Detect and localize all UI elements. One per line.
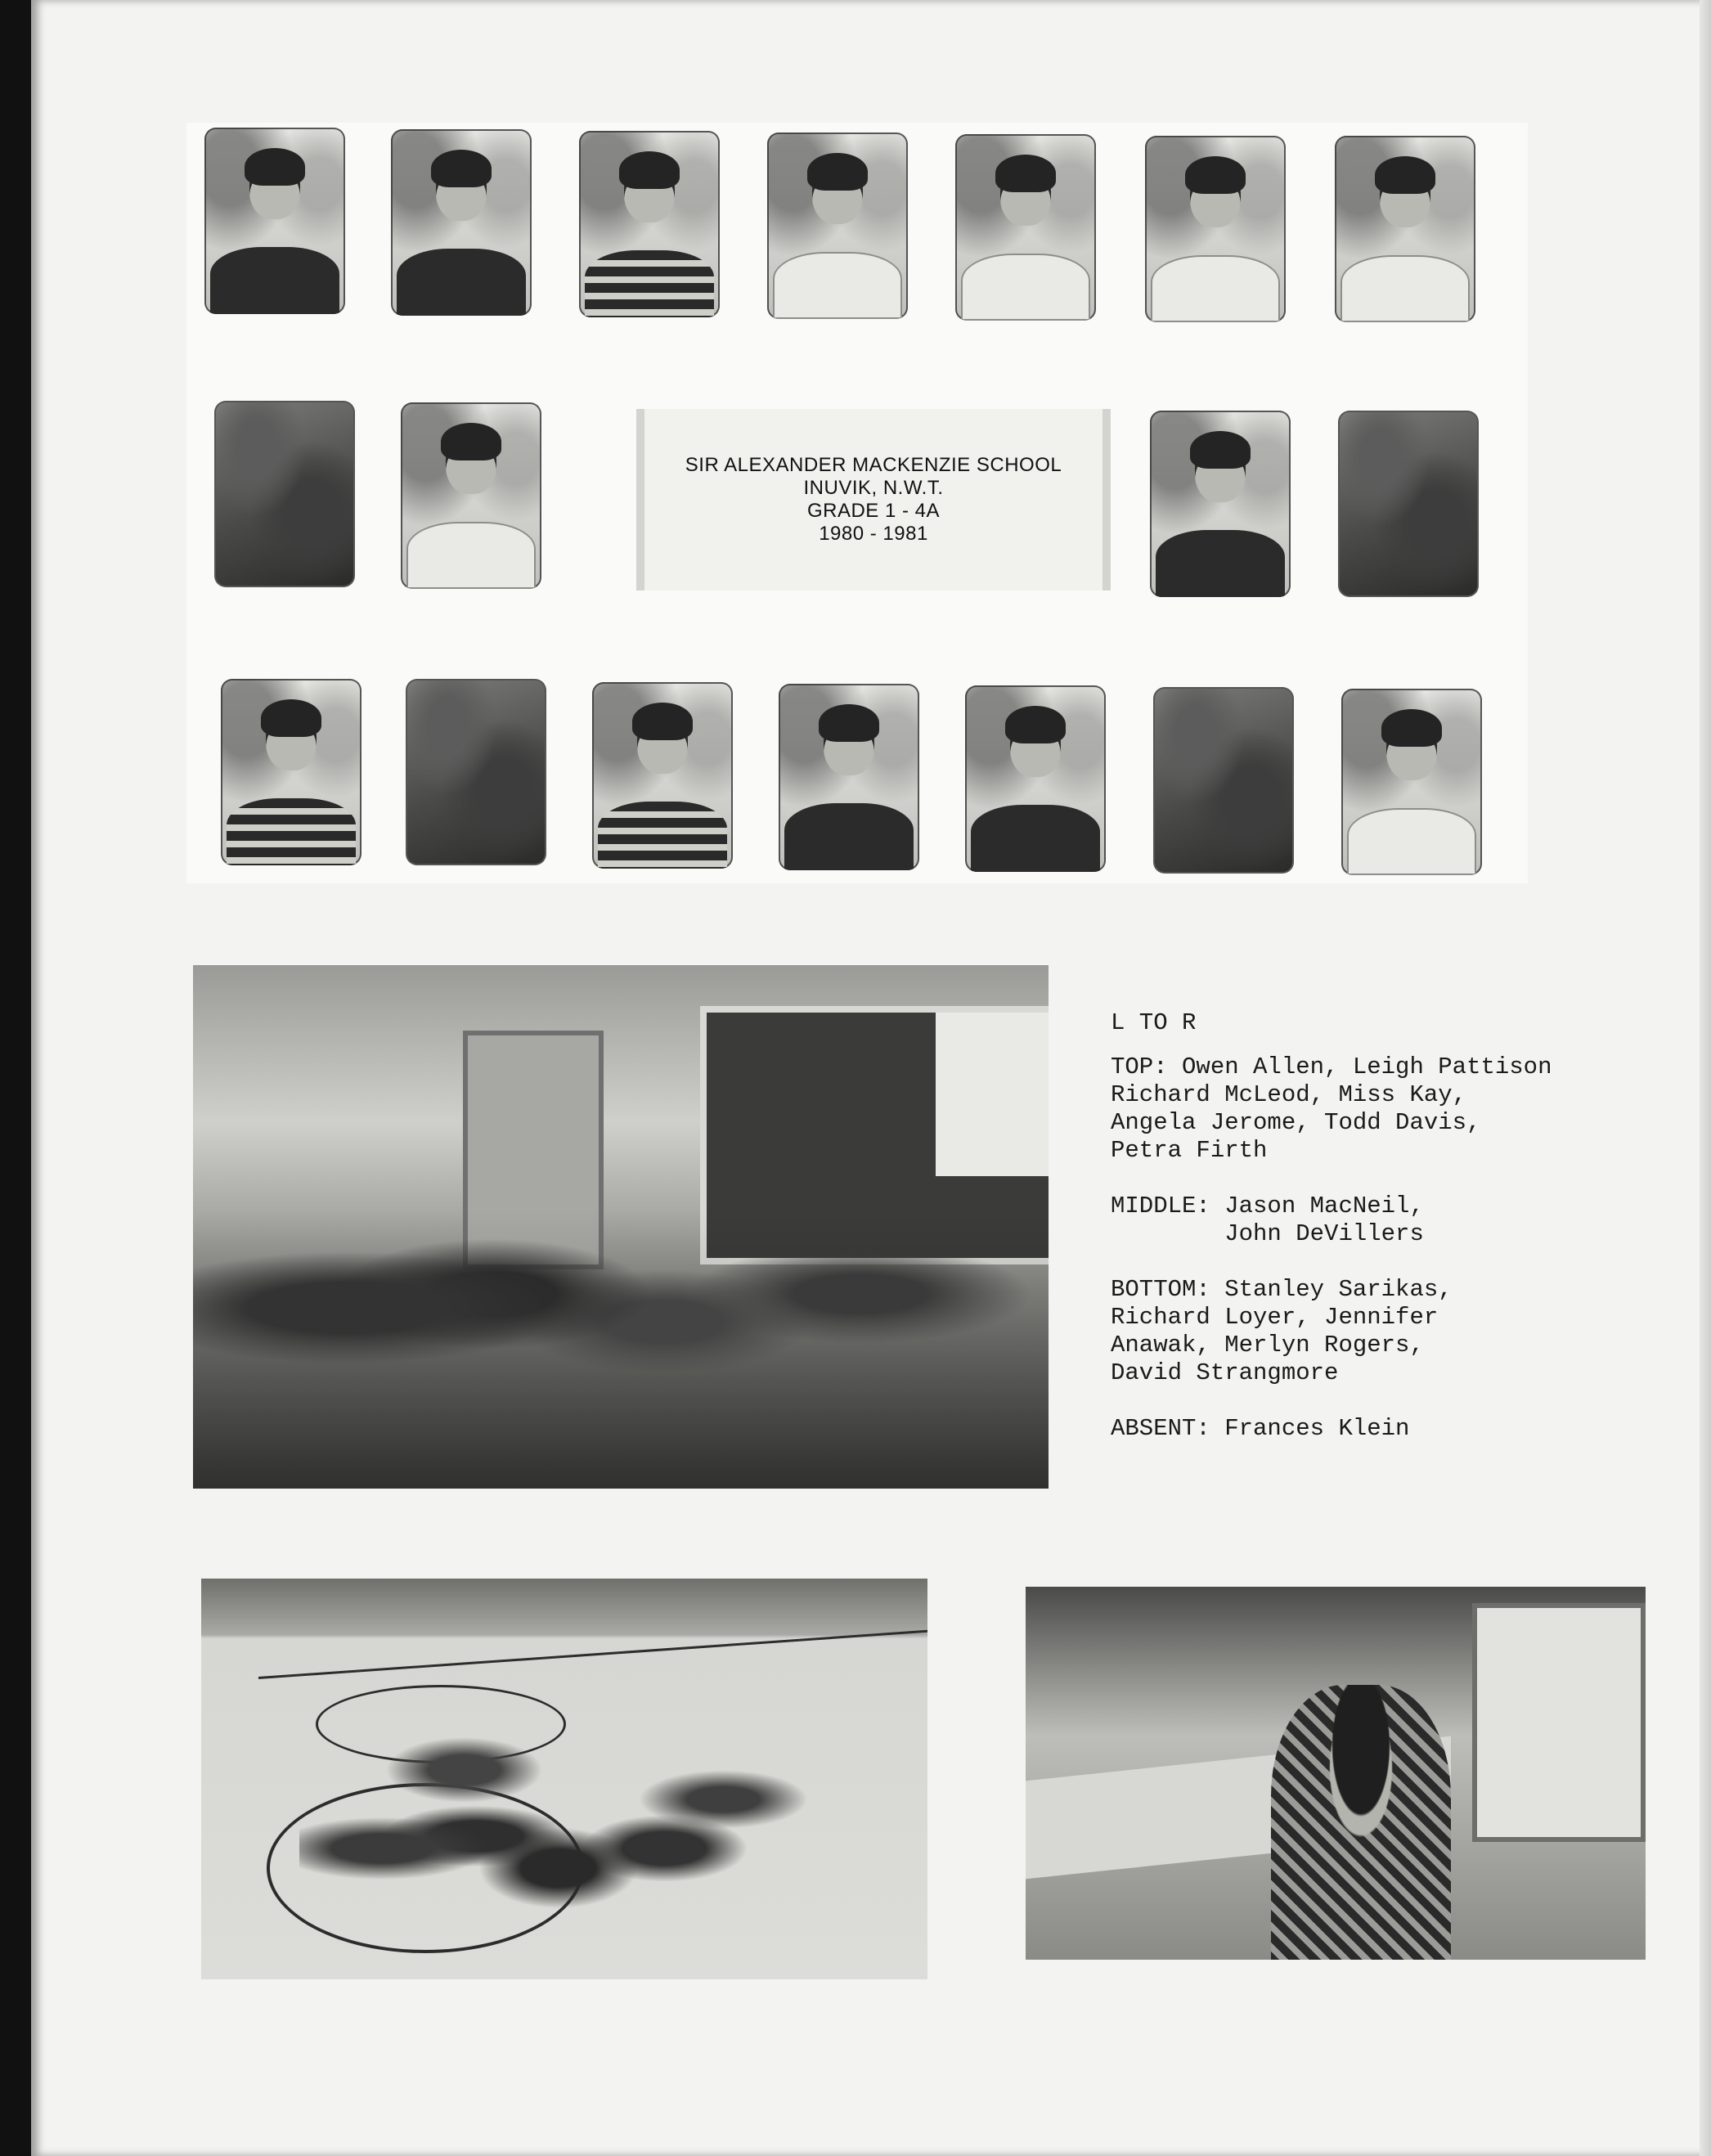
- students-group: [193, 1211, 1049, 1489]
- desk-photo: [1026, 1587, 1646, 1960]
- portrait-top-1: [204, 128, 345, 314]
- portrait-middle-2: [1150, 411, 1291, 597]
- yearbook-page: [31, 0, 1711, 2156]
- names-caption: [1111, 1009, 1683, 1471]
- portrait-top-3: [579, 131, 720, 317]
- plaque-grade: GRADE 1 - 4A: [806, 500, 941, 522]
- caption-absent: ABSENT: Frances Klein: [1111, 1415, 1410, 1442]
- portrait-bottom-vacant-2: [1153, 687, 1294, 874]
- portrait-middle-1: [401, 402, 541, 589]
- portrait-bottom-3: [779, 684, 919, 870]
- portrait-bottom-vacant-1: [406, 679, 546, 865]
- portrait-bottom-2: [592, 682, 733, 869]
- student-at-desk: [1271, 1685, 1451, 1960]
- plaque-school: SIR ALEXANDER MACKENZIE SCHOOL: [685, 454, 1062, 476]
- gym-photo: [201, 1579, 927, 1979]
- shelf: [1472, 1603, 1646, 1842]
- portrait-top-5: [955, 134, 1096, 321]
- classroom-photo: [193, 965, 1049, 1489]
- portrait-top-7: [1335, 136, 1475, 322]
- school-plaque: [636, 409, 1111, 591]
- children-sitting: [299, 1701, 888, 1947]
- portrait-bottom-1: [221, 679, 362, 865]
- caption-top-row: TOP: Owen Allen, Leigh Pattison Richard McLeod, Miss Kay, Angela Jerome, Todd Davis, Petra Firth: [1111, 1053, 1552, 1164]
- caption-heading: L TO R: [1111, 1009, 1197, 1036]
- portrait-top-4: [767, 133, 908, 319]
- portrait-middle-vacant-left: [214, 401, 355, 587]
- caption-bottom-row: BOTTOM: Stanley Sarikas, Richard Loyer, Jennifer Anawak, Merlyn Rogers, David Strangmore: [1111, 1276, 1453, 1386]
- page-edge: [1700, 0, 1711, 2156]
- portrait-bottom-5: [1341, 689, 1482, 875]
- portrait-bottom-4: [965, 685, 1106, 872]
- plaque-location: INUVIK, N.W.T.: [803, 477, 944, 499]
- portrait-top-6: [1145, 136, 1286, 322]
- plaque-year: 1980 - 1981: [819, 523, 928, 545]
- portrait-top-2: [391, 129, 532, 316]
- portrait-middle-vacant-right: [1338, 411, 1479, 597]
- caption-middle-row: MIDDLE: Jason MacNeil, John DeVillers: [1111, 1193, 1424, 1247]
